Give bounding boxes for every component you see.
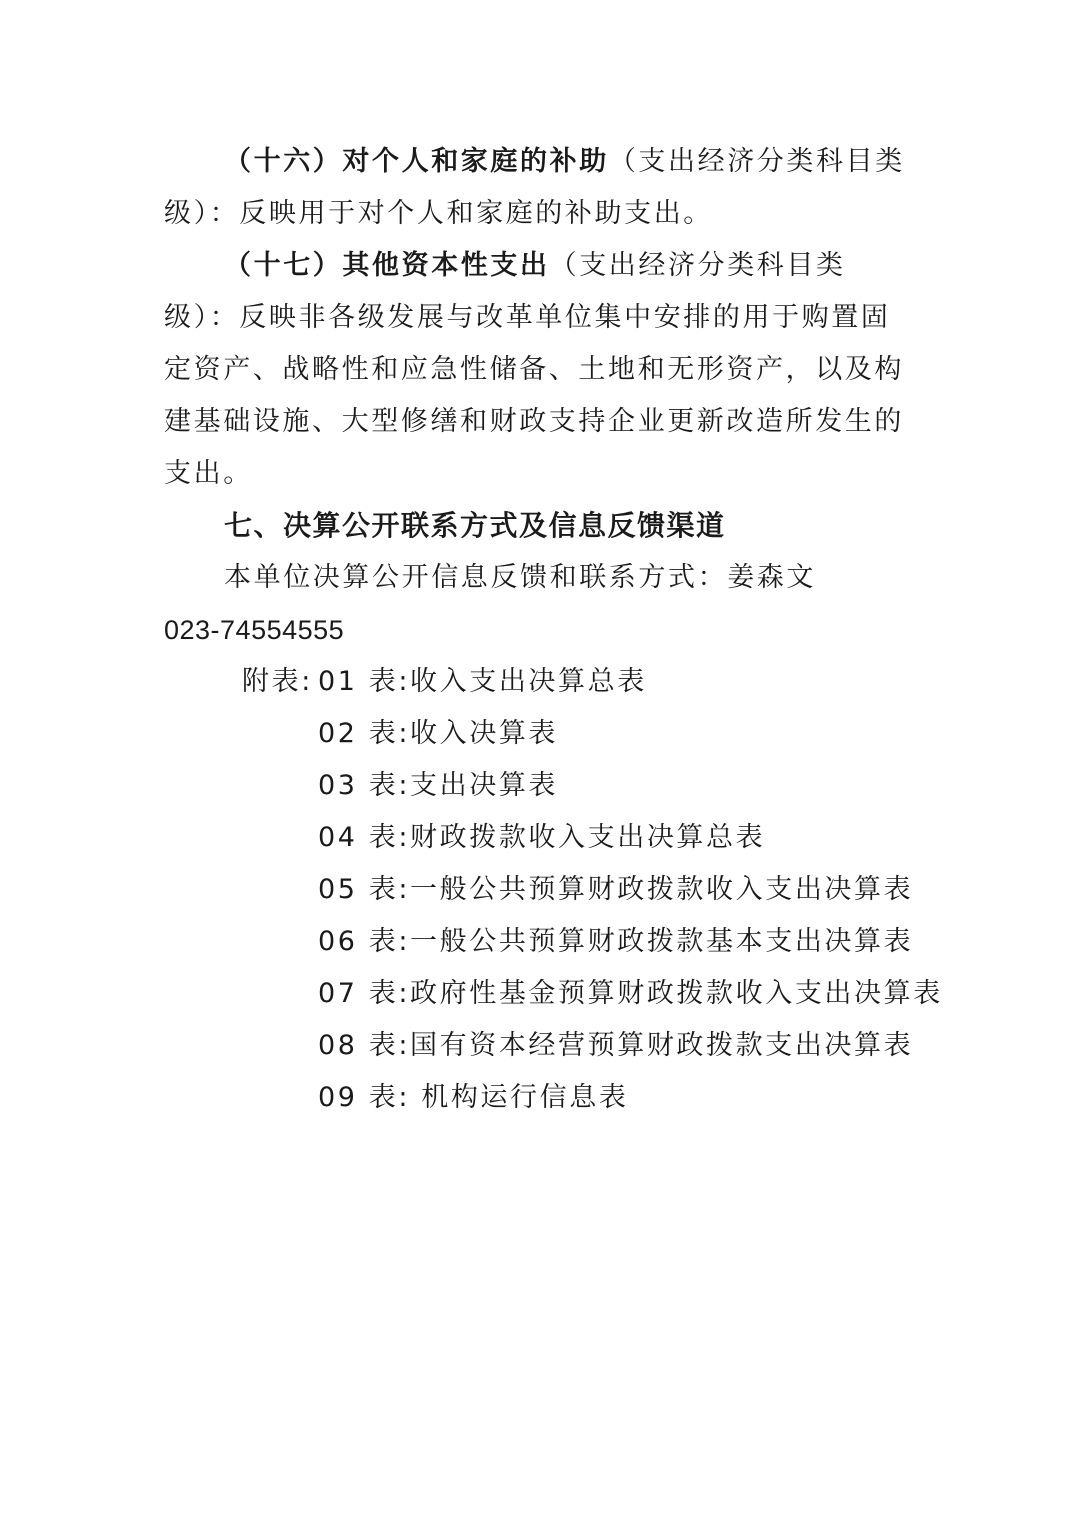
section-17-line-3: 定资产、战略性和应急性储备、土地和无形资产，以及构 — [164, 354, 904, 385]
appendix-item: 07 表:政府性基金预算财政拨款收入支出决算表 — [318, 978, 943, 1009]
appendix-item: 04 表:财政拨款收入支出决算总表 — [318, 822, 766, 853]
section-16-desc-start: （支出经济分类科目类 — [608, 146, 905, 177]
appendix-item: 08 表:国有资本经营预算财政拨款支出决算表 — [318, 1030, 914, 1061]
appendix-item: 01 表:收入支出决算总表 — [318, 666, 647, 697]
appendix-item: 03 表:支出决算表 — [318, 770, 559, 801]
section-16-line-2: 级）：反映用于对个人和家庭的补助支出。 — [164, 198, 713, 229]
section-7-heading: 七、决算公开联系方式及信息反馈渠道 — [224, 509, 726, 542]
appendix-item: 06 表:一般公共预算财政拨款基本支出决算表 — [318, 926, 914, 957]
section-17-line-4: 建基础设施、大型修缮和财政支持企业更新改造所发生的 — [164, 406, 904, 437]
section-17-title: （十七）其他资本性支出 — [224, 250, 550, 281]
section-17-line-5: 支出。 — [164, 458, 253, 489]
contact-phone: 023-74554555 — [164, 615, 345, 645]
contact-line-1: 本单位决算公开信息反馈和联系方式：姜森文 — [224, 562, 816, 593]
section-16-title: （十六）对个人和家庭的补助 — [224, 146, 609, 177]
appendix-item: 02 表:收入决算表 — [318, 718, 559, 749]
appendix-item: 05 表:一般公共预算财政拨款收入支出决算表 — [318, 874, 914, 905]
appendix-item: 09 表: 机构运行信息表 — [318, 1082, 629, 1113]
appendix-label: 附表: — [242, 666, 313, 697]
section-17-line-1 — [224, 248, 846, 284]
section-16-line-1 — [224, 144, 905, 180]
section-17-line-2: 级）：反映非各级发展与改革单位集中安排的用于购置固 — [164, 302, 891, 333]
section-17-desc-start: （支出经济分类科目类 — [549, 250, 846, 281]
